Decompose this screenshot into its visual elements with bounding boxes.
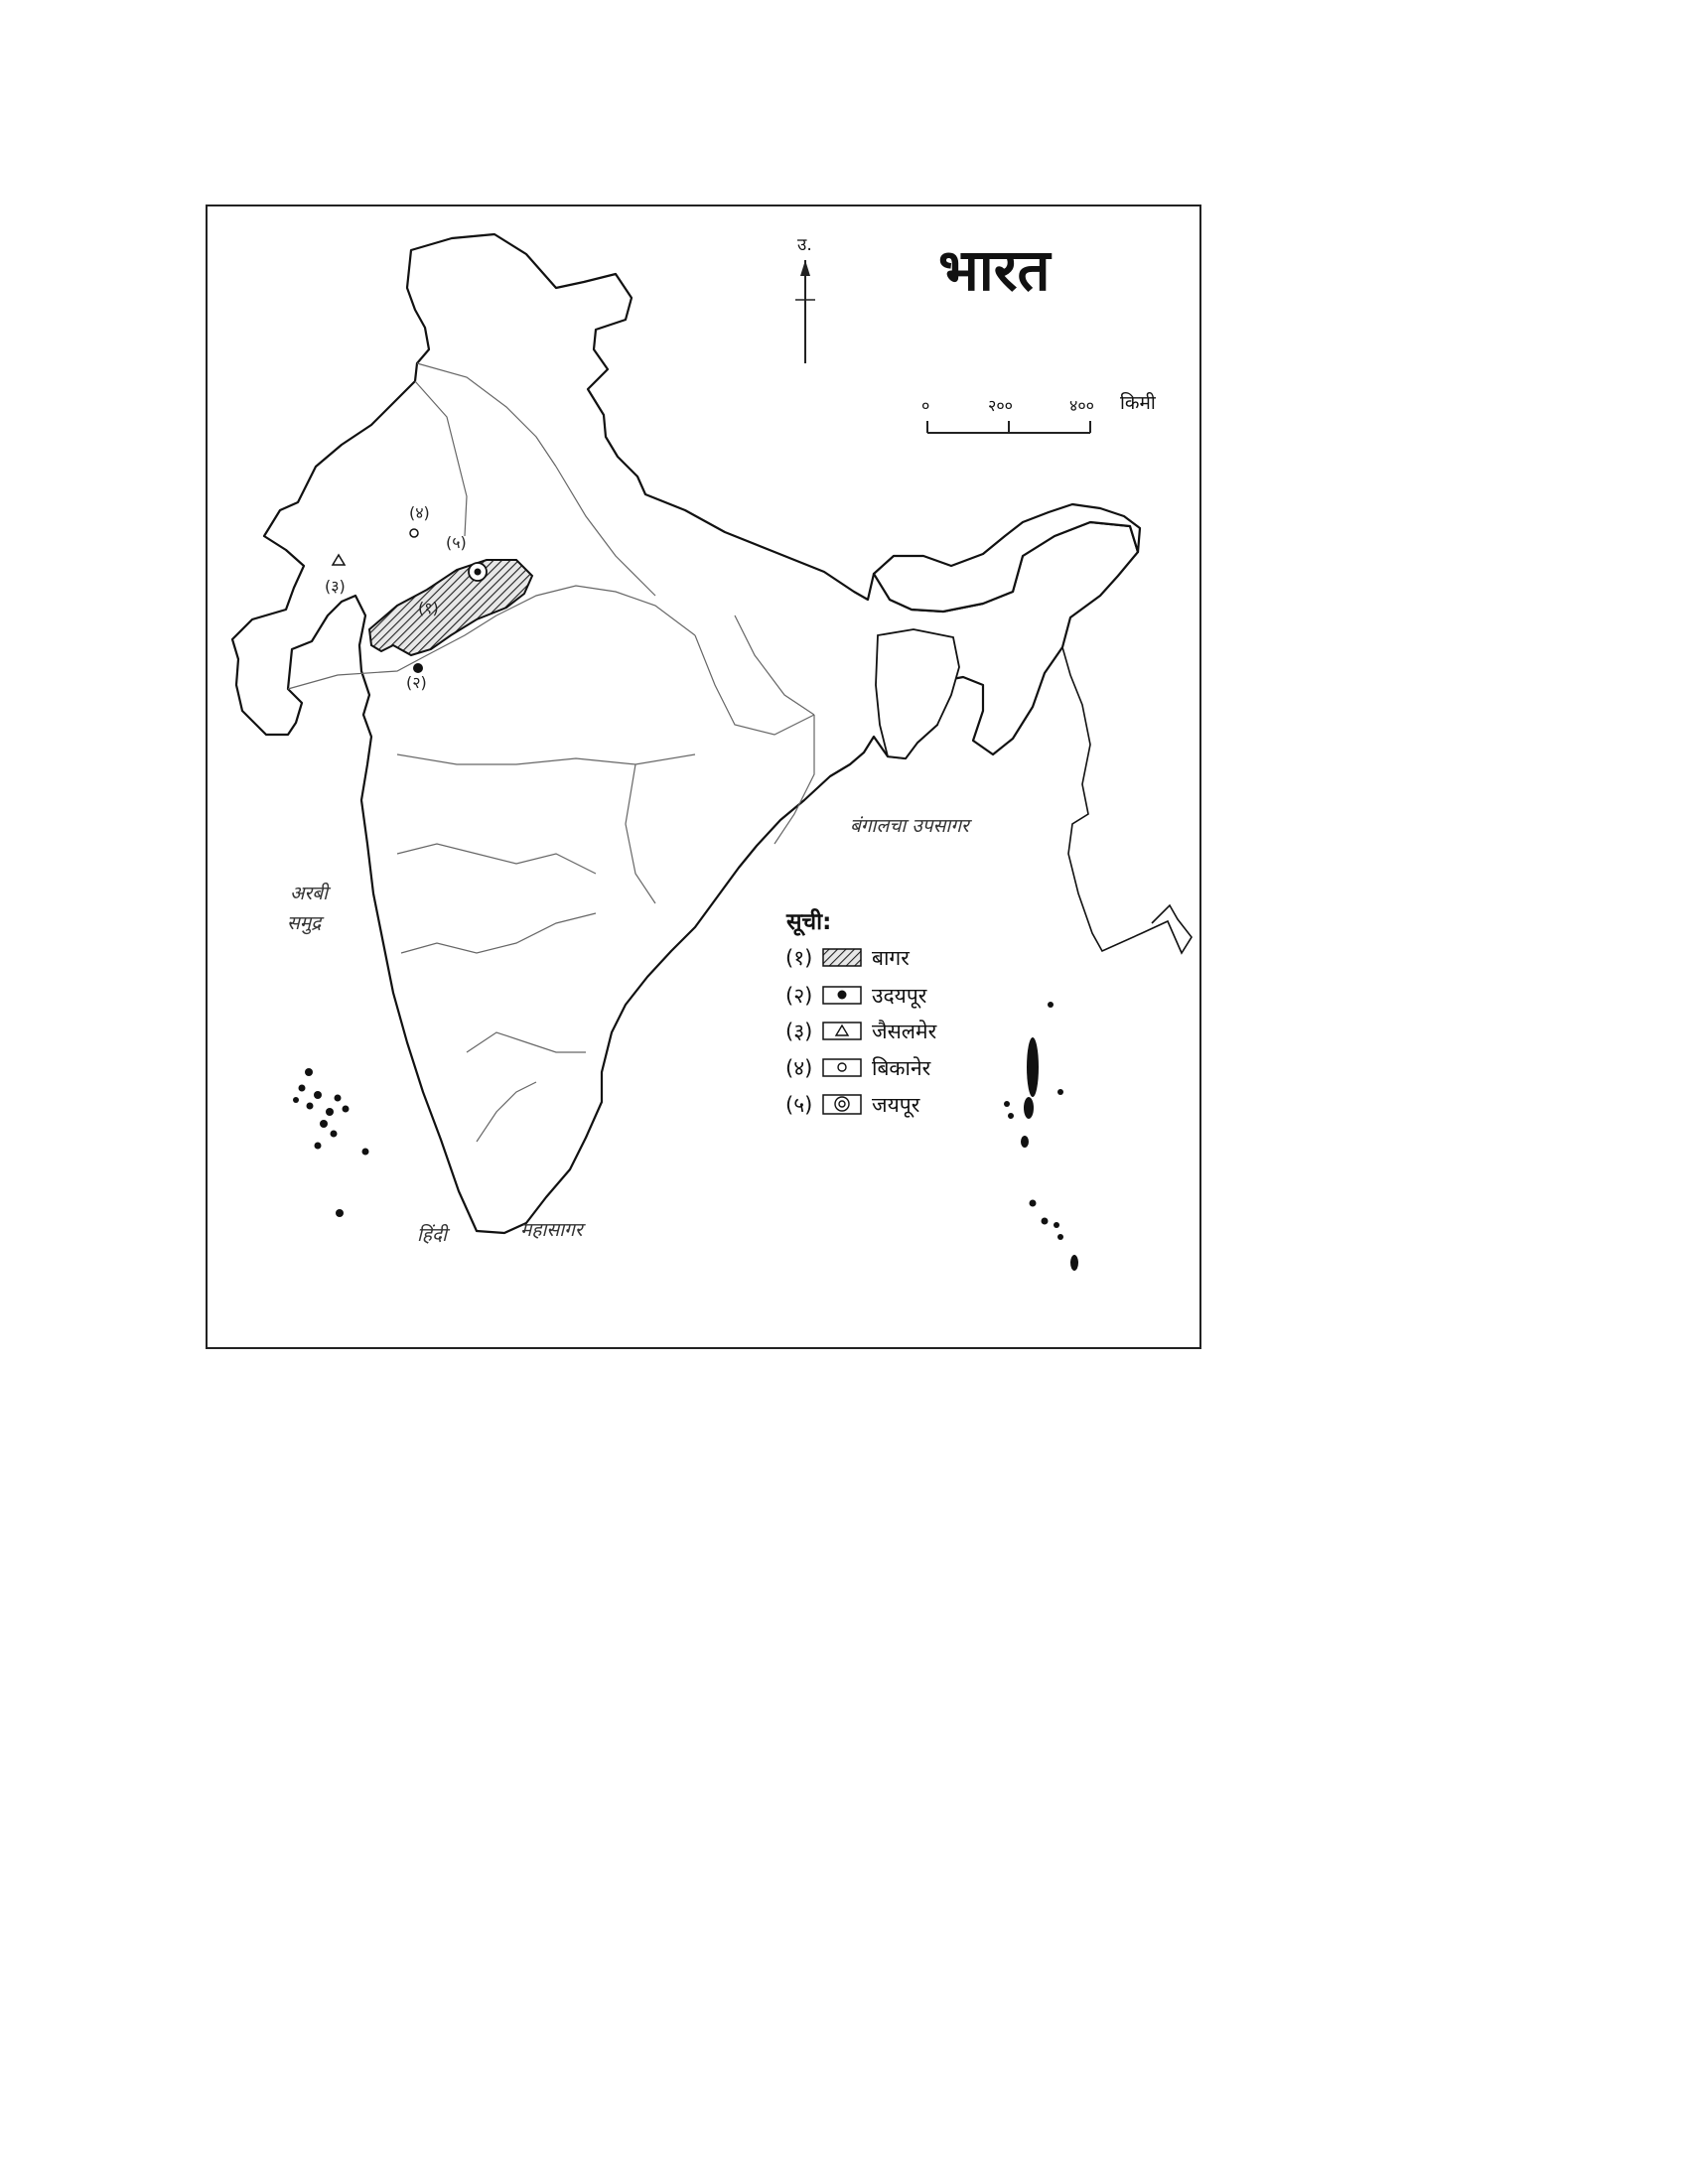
udaipur-marker-icon [413,663,423,673]
legend-item-bikaner [785,1056,931,1080]
jaipur-marker-icon [469,563,487,581]
north-arrow-icon [795,260,815,363]
legend-num: (१) [785,946,813,970]
indian-ocean-label-2: महासागर [520,1219,583,1241]
legend-title: सूची: [786,909,832,935]
bikaner-marker-icon [410,529,418,537]
coast-fragment [1062,647,1192,953]
north-label: उ. [797,235,812,255]
legend-item-udaipur [785,984,927,1009]
scale-tick-0: ० [921,396,930,415]
marker-label-1: (१) [418,599,439,617]
legend-item-bagar [785,946,910,970]
bangladesh-outline [876,629,959,758]
marker-label-5: (५) [446,533,467,552]
legend-label: उदयपूर [872,984,927,1008]
legend-num: (५) [785,1093,813,1117]
arabian-sea-label-2: समुद्र [287,912,322,934]
scale-unit: किमी [1120,392,1156,414]
marker-label-4: (४) [409,503,430,522]
arabian-sea-label-1: अरबी [290,883,329,904]
legend-item-jaipur [785,1093,920,1118]
legend-num: (३) [785,1020,813,1043]
scale-bar [927,421,1090,433]
map-title: भारत [938,236,1051,304]
scale-tick-400: ४०० [1069,396,1094,415]
marker-label-3: (३) [325,577,346,596]
andaman-nicobar-islands [1004,1002,1078,1271]
legend-item-jaisalmer [785,1020,937,1043]
legend-label: बागर [872,946,910,970]
small-circle-icon [838,1063,846,1071]
legend-label: जयपूर [872,1093,920,1117]
legend-num: (२) [785,984,813,1008]
bay-of-bengal-label: बंगालचा उपसागर [850,815,969,837]
legend-label: जैसलमेर [872,1020,937,1043]
lakshadweep-islands [293,1068,369,1217]
legend-label: बिकानेर [872,1056,931,1080]
legend-num: (४) [785,1056,813,1080]
hatched-area-icon [823,949,861,966]
india-outline [232,234,1138,1233]
indian-ocean-label-1: हिंदी [417,1224,448,1246]
double-circle-icon [835,1097,849,1111]
filled-dot-icon [838,991,847,1000]
scale-tick-200: २०० [988,396,1013,415]
marker-label-2: (२) [406,673,427,692]
